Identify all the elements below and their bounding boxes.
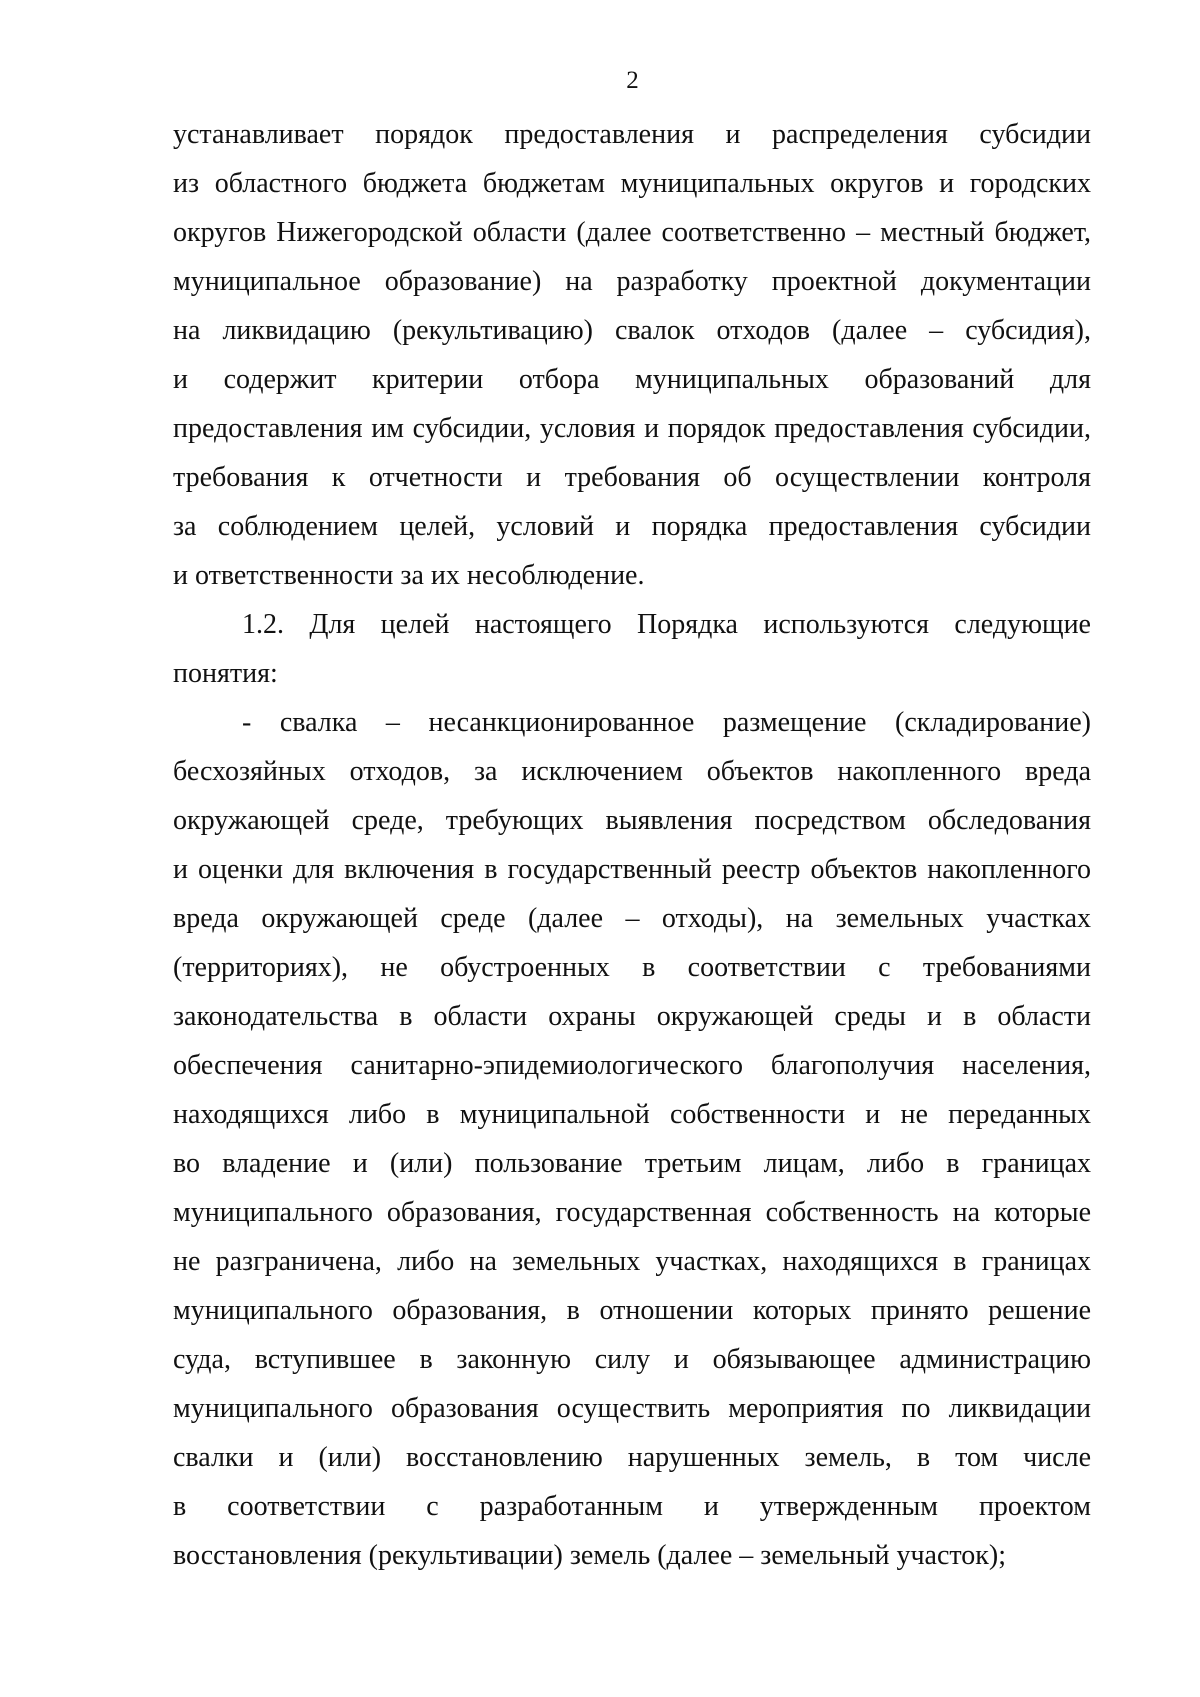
text-line: из областного бюджета бюджетам муниципальных округов и городских <box>173 168 1091 199</box>
text-line: свалки и (или) восстановлению нарушенных земель, в том числе <box>173 1442 1091 1473</box>
paragraph-definition-svalka <box>173 698 1091 1580</box>
text-line: восстановления (рекультивации) земель (далее – земельный участок); <box>173 1540 1006 1571</box>
text-line: не разграничена, либо на земельных участках, находящихся в границах <box>173 1246 1091 1277</box>
text-line: требования к отчетности и требования об осуществлении контроля <box>173 462 1091 493</box>
text-line: понятия: <box>173 658 278 689</box>
text-line: муниципального образования, государственная собственность на которые <box>173 1197 1091 1228</box>
text-line: законодательства в области охраны окружающей среды и в области <box>173 1001 1091 1032</box>
text-line: предоставления им субсидии, условия и порядок предоставления субсидии, <box>173 413 1091 444</box>
text-line: - свалка – несанкционированное размещение (складирование) <box>242 707 1091 738</box>
text-line: муниципального образования осуществить мероприятия по ликвидации <box>173 1393 1091 1424</box>
text-line: за соблюдением целей, условий и порядка предоставления субсидии <box>173 511 1091 542</box>
text-line: находящихся либо в муниципальной собственности и не переданных <box>173 1099 1091 1130</box>
text-line: окружающей среде, требующих выявления посредством обследования <box>173 805 1091 836</box>
text-line: и содержит критерии отбора муниципальных образований для <box>173 364 1091 395</box>
text-line: (территориях), не обустроенных в соответствии с требованиями <box>173 952 1091 983</box>
document-body <box>173 110 1091 1580</box>
text-line: 1.2. Для целей настоящего Порядка используются следующие <box>242 609 1091 640</box>
text-line: обеспечения санитарно-эпидемиологического благополучия населения, <box>173 1050 1091 1081</box>
text-line: и оценки для включения в государственный реестр объектов накопленного <box>173 854 1091 885</box>
text-line: муниципальное образование) на разработку проектной документации <box>173 266 1091 297</box>
text-line: вреда окружающей среде (далее – отходы), на земельных участках <box>173 903 1091 934</box>
paragraph-scope <box>173 110 1091 600</box>
page-number: 2 <box>626 67 639 94</box>
text-line: и ответственности за их несоблюдение. <box>173 560 645 591</box>
text-line: устанавливает порядок предоставления и распределения субсидии <box>173 119 1091 150</box>
text-line: муниципального образования, в отношении которых принято решение <box>173 1295 1091 1326</box>
text-line: в соответствии с разработанным и утвержденным проектом <box>173 1491 1091 1522</box>
text-line: во владение и (или) пользование третьим лицам, либо в границах <box>173 1148 1091 1179</box>
text-line: на ликвидацию (рекультивацию) свалок отходов (далее – субсидия), <box>173 315 1091 346</box>
text-line: бесхозяйных отходов, за исключением объектов накопленного вреда <box>173 756 1091 787</box>
text-line: суда, вступившее в законную силу и обязывающее администрацию <box>173 1344 1091 1375</box>
text-line: округов Нижегородской области (далее соответственно – местный бюджет, <box>173 217 1091 248</box>
paragraph-definitions-intro <box>173 600 1091 698</box>
